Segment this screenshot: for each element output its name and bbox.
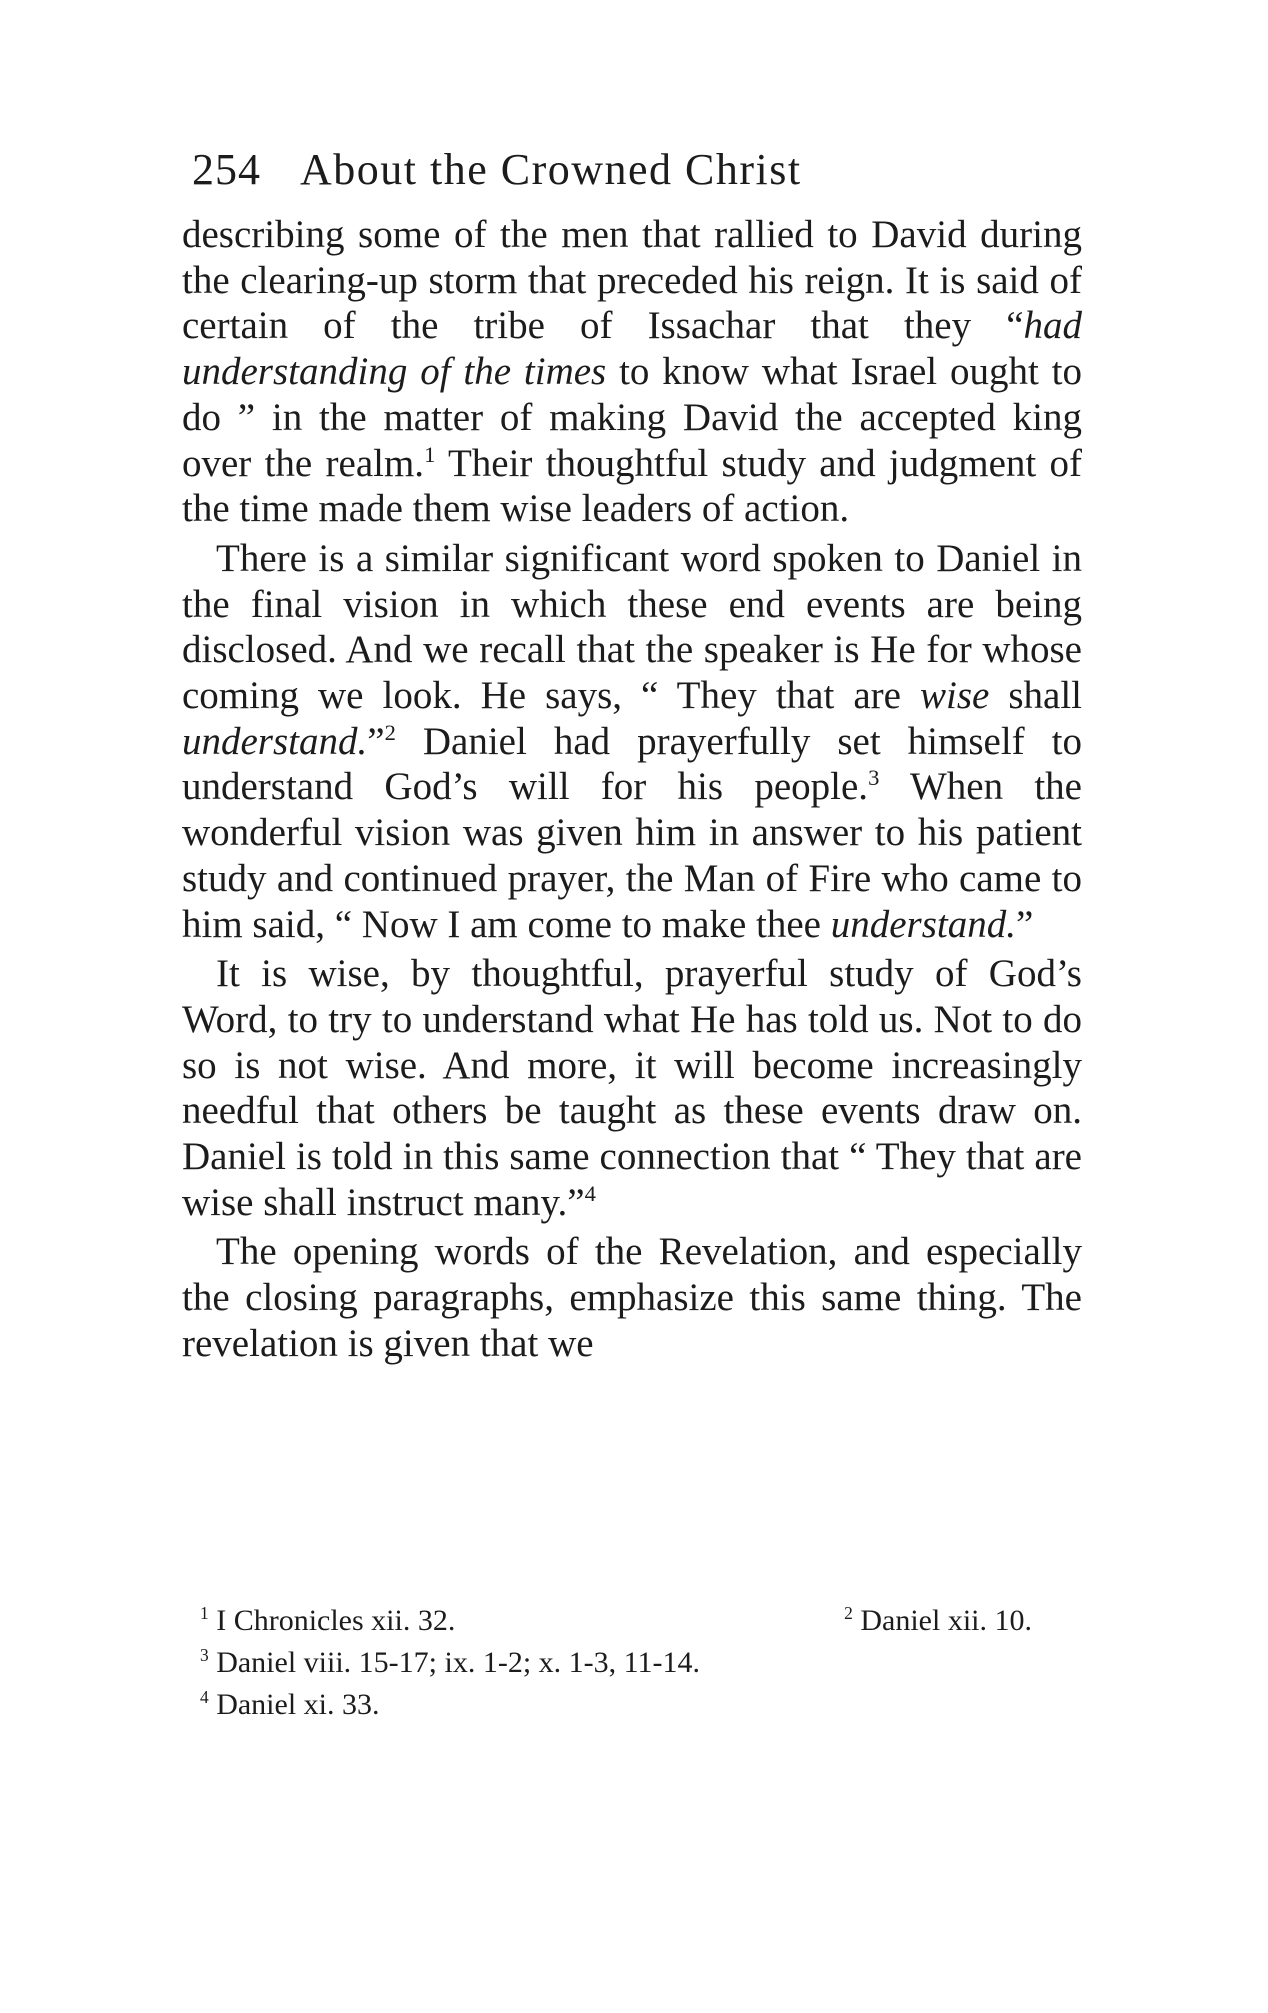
footnote-2-mark: 2 xyxy=(844,1603,853,1623)
footnote-3-mark: 3 xyxy=(200,1645,209,1665)
footnote-4-text: Daniel xi. 33. xyxy=(216,1688,380,1721)
paragraph-2-text-1: There is a similar significant word spoken to Daniel in the final vision in which these end events are being disclosed. And we recall that the speaker is He for whose coming we look. He says, “ They that are xyxy=(182,536,1082,718)
paragraph-2-text-4: Daniel had prayerfully set himself to understand God’s will for his people. xyxy=(182,719,1082,809)
footnote-2 xyxy=(844,1600,1060,1642)
footnote-line-3 xyxy=(200,1684,1060,1726)
paragraph-2-text-2: shall xyxy=(989,674,1082,718)
paragraph-4-text-1: The opening words of the Revelation, and especially the closing paragraphs, emphasize this same thing. The revelation is given that we xyxy=(182,1230,1082,1365)
footnote-4-mark: 4 xyxy=(200,1687,209,1707)
paragraph-3 xyxy=(182,951,1082,1225)
footnote-ref-4: 4 xyxy=(584,1180,596,1206)
paragraph-1 xyxy=(182,212,1082,532)
footnote-ref-3: 3 xyxy=(868,765,880,791)
footnote-line-2 xyxy=(200,1642,1060,1684)
paragraph-1-italic-1: had understanding of the times xyxy=(182,304,1082,394)
paragraph-4 xyxy=(182,1229,1082,1366)
paragraph-2-text-6: ” xyxy=(1015,902,1034,946)
paragraph-2-italic-2: understand. xyxy=(182,719,368,763)
footnotes xyxy=(200,1600,1060,1726)
footnote-1 xyxy=(200,1600,455,1642)
page-number: 254 xyxy=(192,145,261,194)
footnote-1-mark: 1 xyxy=(200,1603,209,1623)
running-title: About the Crowned Christ xyxy=(300,145,802,194)
footnote-ref-1: 1 xyxy=(424,441,436,467)
paragraph-2-italic-3: understand. xyxy=(830,902,1016,946)
page-header xyxy=(192,140,992,200)
paragraph-1-text-1: describing some of the men that rallied to David during the clearing-up storm that preceded his reign. It is said of certain of the tribe of Issachar that they “ xyxy=(182,213,1082,348)
footnote-3 xyxy=(200,1642,700,1684)
paragraph-2-text-5: When the wonderful vision was given him in answer to his patient study and continued prayer, the Man of Fire who came to him said, “ Now I am come to make thee xyxy=(182,765,1082,946)
footnote-3-text: Daniel viii. 15-17; ix. 1-2; x. 1-3, 11-14. xyxy=(216,1646,701,1679)
paragraph-3-text-1: It is wise, by thoughtful, prayerful study of God’s Word, to try to understand what He has told us. Not to do so is not wise. And more, it will become increasingly needful that others be taught as these events draw on. Daniel is told in this same connection that “ They that are wise shall instruct many.” xyxy=(182,952,1082,1224)
paragraph-2-text-3: ” xyxy=(367,719,385,763)
footnote-line-1 xyxy=(200,1600,1060,1642)
paragraph-1-text-3: Their thoughtful study and judgment of the time made them wise leaders of action. xyxy=(182,441,1082,531)
footnote-ref-2: 2 xyxy=(384,719,396,745)
footnote-4 xyxy=(200,1684,380,1726)
paragraph-1-text-2: to know what Israel ought to do ” in the matter of making David the accepted king over the realm. xyxy=(182,350,1082,485)
paragraph-2 xyxy=(182,536,1082,947)
paragraph-2-italic-1: wise xyxy=(919,674,990,718)
footnote-2-text: Daniel xii. 10. xyxy=(860,1604,1032,1637)
body-text xyxy=(182,212,1082,1367)
footnote-1-text: I Chronicles xii. 32. xyxy=(216,1604,456,1637)
